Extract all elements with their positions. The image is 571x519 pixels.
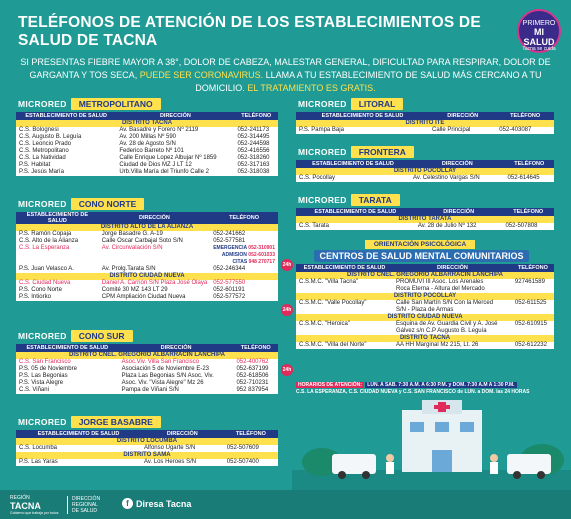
cell: C.S.M.C. "Heroica" — [296, 321, 393, 328]
person-body — [490, 462, 498, 474]
wheel — [537, 471, 545, 479]
horarios-info — [296, 382, 546, 396]
cono-norte-table — [16, 212, 278, 301]
metropolitano-table — [16, 112, 278, 176]
cell: Federico Barreto Nº 101 — [116, 148, 234, 155]
cell: Plaza Las Begonias S/N Asoc. Viv. — [119, 373, 234, 380]
cell: 052-241662 — [210, 231, 278, 238]
salud-mental-table — [296, 264, 554, 349]
hospital-illustration — [292, 400, 571, 490]
cell: 052-317163 — [234, 162, 278, 169]
cell: 052-507609 — [224, 445, 278, 452]
cell — [296, 307, 393, 314]
orientacion-psicologica-label: ORIENTACIÓN PSICOLÓGICA — [365, 240, 475, 249]
cell: 952 837954 — [233, 387, 278, 394]
horarios-label: HORARIOS DE ATENCIÓN: — [298, 382, 362, 388]
tagline: Gobierno que trabaja por todos — [10, 511, 59, 515]
district-row: DISTRITO SAMA — [16, 452, 278, 459]
cell: Esquina de Av. Guardia Civil y A. José — [393, 321, 512, 328]
cono-sur-table — [16, 344, 278, 394]
table-row — [16, 266, 278, 273]
cell: C.S. Tarata — [296, 223, 415, 230]
cell: P.S. Vista Alegre — [16, 380, 119, 387]
cell — [99, 259, 210, 266]
24h-badge: 24h — [281, 364, 293, 376]
district-row: DISTRITO LOCUMBA — [16, 438, 278, 445]
col-dir: DIRECCIÓN — [410, 160, 505, 168]
dir-line2: REGIONAL — [72, 502, 98, 508]
district-row: DISTRITO TARATA — [296, 216, 554, 223]
tacna-label: TACNA — [10, 501, 41, 511]
table-row — [296, 328, 554, 335]
tarata-table — [296, 208, 554, 230]
microred-name: CONO NORTE — [71, 198, 145, 210]
col-est: ESTABLECIMIENTO DE SALUD — [16, 112, 116, 120]
microred-jorge-basadre-header — [18, 416, 161, 428]
cell: CPM Ampliación Ciudad Nueva — [99, 294, 210, 301]
cell — [512, 286, 554, 293]
col-dir: DIRECCIÓN — [415, 208, 503, 216]
cell — [296, 328, 393, 335]
table-row — [16, 238, 278, 245]
cell: P.S. 05 de Noviembre — [16, 366, 119, 373]
cell: Av. 28 de Julio Nº 132 — [415, 223, 503, 230]
cell — [512, 328, 554, 335]
cell: Av. Basadre y Forero Nº 2119 — [116, 127, 234, 134]
frontera-table — [296, 160, 554, 182]
table-row — [16, 141, 278, 148]
cell: P.S. Juan Velasco A. — [16, 266, 99, 273]
window — [410, 422, 424, 432]
diresa-label — [67, 496, 100, 514]
cell: 052-577550 — [210, 280, 278, 287]
region-tacna-logo — [10, 495, 58, 515]
table-row — [296, 342, 554, 349]
col-est: ESTABLECIMIENTO DE SALUD — [16, 430, 141, 438]
cell: C.S. La Esperanza — [16, 245, 99, 252]
cell: P.S. Las Begonias — [16, 373, 119, 380]
microred-name: LITORAL — [351, 98, 404, 110]
cell: 052-611525 — [512, 300, 554, 307]
microred-metropolitano-header — [18, 98, 161, 110]
cell: Ciudad de Dios MZ J LT 12 — [116, 162, 234, 169]
cell: C.S. Ciudad Nueva — [16, 280, 99, 287]
cell — [210, 252, 278, 259]
cell: Roca Eterna - Altura del Mercado — [393, 286, 512, 293]
cell: 052-637199 — [233, 366, 278, 373]
microred-cono-sur-header — [18, 330, 133, 342]
cell: Comité 30 MZ 143 LT 29 — [99, 287, 210, 294]
table-row — [16, 366, 278, 373]
table-row — [16, 155, 278, 162]
cell: Calle San Martín S/N Con la Merced — [393, 300, 512, 307]
litoral-table — [296, 112, 554, 134]
cell: P.S. Pampa Baja — [296, 127, 429, 134]
microred-name: FRONTERA — [351, 146, 414, 158]
window — [435, 422, 449, 432]
door — [432, 450, 452, 472]
cell: Calle Enrique Lopez Albujar Nº 1859 — [116, 155, 234, 162]
jorge-basadre-table — [16, 430, 278, 466]
col-dir: DIRECCIÓN — [116, 112, 234, 120]
cell: C.S.M.C. "Valle Pocollay" — [296, 300, 393, 307]
cell: 052-318260 — [234, 155, 278, 162]
cross-icon — [434, 405, 450, 409]
cell: Asoc. Viv. "Vista Alegre" Mz 26 — [119, 380, 234, 387]
cell: C.S. San Francisco — [16, 359, 119, 366]
intro-part1: SI PRESENTAS FIEBRE MAYOR A 38°, DOLOR DE CABEZA, MALESTAR GENERAL, DIFICULTAD PARA RESPIRAR, DOLOR DE GARGANTA Y TOS SECA, — [20, 57, 551, 80]
citas-phone: 948 270717 — [248, 259, 275, 265]
cell: C.S. Locumba — [16, 445, 141, 452]
table-row — [296, 127, 554, 134]
cell: P.S. Cono Norte — [16, 287, 99, 294]
district-row: DISTRITO CNEL. GREGORIO ALBARRACÍN LANCHIPA — [296, 272, 554, 279]
dir-line3: DE SALUD — [72, 508, 98, 514]
table-row — [16, 387, 278, 394]
person-icon — [490, 454, 498, 462]
district-row: DISTRITO TACNA — [16, 120, 278, 127]
cell: Av. 28 de Agosto S/N — [116, 141, 234, 148]
wheel — [362, 471, 370, 479]
table-row — [16, 259, 278, 266]
emergencia-label: EMERGENCIA — [213, 245, 247, 251]
table-row — [16, 252, 278, 259]
24h-badge: 24h — [281, 259, 293, 271]
cell: Calle Principal — [429, 127, 496, 134]
cell: Asociación 5 de Noviembre E-23 — [119, 366, 234, 373]
cell: PROMUVI III Asoc. Los Arenales — [393, 279, 512, 286]
cell: 052-577581 — [210, 238, 278, 245]
intro-text — [8, 56, 563, 95]
table-row — [296, 286, 554, 293]
cell: C.S.M.C. "Villa del Norte" — [296, 342, 393, 349]
cell: Gálvez s/n C.P Augusto B. Leguía — [393, 328, 512, 335]
microred-label: MICRORED — [18, 99, 67, 109]
facebook-label: Diresa Tacna — [136, 498, 192, 509]
cell: C.S. Leoncio Prado — [16, 141, 116, 148]
cell: C.S. Bolognesi — [16, 127, 116, 134]
intro-part2: PUEDE SER CORONAVIRUS. — [139, 70, 264, 80]
cell — [16, 259, 99, 266]
table-row — [16, 127, 278, 134]
table-row — [16, 169, 278, 176]
microred-cono-norte-header — [18, 198, 144, 210]
cell: 052-507400 — [224, 459, 278, 466]
region-label: REGIÓN — [10, 495, 30, 501]
cell: 052-314495 — [234, 134, 278, 141]
cell: Calle Oscar Carbajal Soto S/N — [99, 238, 210, 245]
cell: Av. 200 Millas Nº 590 — [116, 134, 234, 141]
col-dir: DIRECCIÓN — [393, 264, 512, 272]
cell: AA HH Marginal Mz 215, Lt. 26 — [393, 342, 512, 349]
citas-label: CITAS — [232, 259, 248, 265]
microred-name: JORGE BASABRE — [71, 416, 161, 428]
cell: Jorge Basadre G. A-19 — [99, 231, 210, 238]
table-row — [16, 231, 278, 238]
col-tel: TELÉFONO — [234, 112, 278, 120]
microred-name: METROPOLITANO — [71, 98, 161, 110]
cell: Daniel A. Carrión S/N Plaza José Olaya — [99, 280, 210, 287]
cell: Urb.Villa María del Triunfo Calle 2 — [116, 169, 234, 176]
cell — [210, 259, 278, 266]
col-dir: DIRECCIÓN — [141, 430, 224, 438]
col-tel: TELÉFONO — [210, 212, 278, 224]
col-tel: TELÉFONO — [233, 344, 278, 352]
cell: 052-400762 — [233, 359, 278, 366]
microred-label: MICRORED — [298, 147, 347, 157]
cell: 052-614645 — [505, 175, 554, 182]
cell: Asoc.Viv. Villa San Francisco — [119, 359, 234, 366]
cell: Av. Los Heroes S/N — [141, 459, 224, 466]
cell — [210, 245, 278, 252]
cell: 052-610915 — [512, 321, 554, 328]
table-row — [296, 321, 554, 328]
cell: 052-416556 — [234, 148, 278, 155]
facebook-link[interactable] — [122, 498, 191, 509]
cell: P.S. Habitat — [16, 162, 116, 169]
admision-phone: 052-601033 — [248, 252, 275, 258]
col-est: ESTABLECIMIENTO DE SALUD — [296, 208, 415, 216]
cell — [296, 286, 393, 293]
window — [460, 422, 474, 432]
admision-label: ADMISION — [221, 252, 247, 258]
district-row: DISTRITO CIUDAD NUEVA — [16, 273, 278, 280]
district-row: DISTRITO POCOLLAY — [296, 168, 554, 175]
primero-mi-salud-logo — [517, 9, 561, 53]
cell: C.S. Pocollay — [296, 175, 410, 182]
cell: C.S. Viñani — [16, 387, 119, 394]
cell: 052-507808 — [502, 223, 554, 230]
table-row — [296, 279, 554, 286]
col-dir: DIRECCIÓN — [99, 212, 210, 224]
dir-line1: DIRECCIÓN — [72, 496, 101, 502]
cell: P.S. Las Yaras — [16, 459, 141, 466]
table-row — [16, 162, 278, 169]
col-tel: TELÉFONO — [505, 160, 554, 168]
cell: Alfonso Ugarte S/N — [141, 445, 224, 452]
cell: P.S. Jesús María — [16, 169, 116, 176]
col-est: ESTABLECIMIENTO DE SALUD — [296, 160, 410, 168]
microred-name: TARATA — [351, 194, 400, 206]
salud-mental-title: CENTROS DE SALUD MENTAL COMUNITARIOS — [314, 250, 529, 262]
col-tel: TELÉFONO — [502, 208, 554, 216]
cell: 052-612232 — [512, 342, 554, 349]
cell — [512, 307, 554, 314]
microred-tarata-header — [298, 194, 400, 206]
cell: C.S. Metropolitano — [16, 148, 116, 155]
cell: S/N - Plaza de Armas — [393, 307, 512, 314]
cell: 052-577572 — [210, 294, 278, 301]
cell: Av. Circunvalación S/N — [99, 245, 210, 252]
district-row: DISTRITO CNEL. GREGORIO ALBARRACÍN LANCHIPA — [16, 352, 278, 359]
ambulance-icon — [507, 454, 551, 474]
col-est: ESTABLECIMIENTO DE SALUD — [296, 264, 393, 272]
district-row: DISTRITO POCOLLAY — [296, 293, 554, 300]
ambulance-icon — [332, 454, 376, 474]
cell: P.S. Ramón Copaja — [16, 231, 99, 238]
intro-part3: LLAMA A TU ESTABLECIMIENTO DE SALUD MÁS CERCANO A TU DOMICILIO. — [195, 70, 542, 93]
table-row — [16, 445, 278, 452]
microred-frontera-header — [298, 146, 414, 158]
cell: 052-246344 — [210, 266, 278, 273]
cell: P.S. Intiorko — [16, 294, 99, 301]
table-row — [296, 175, 554, 182]
cell: 927461589 — [512, 279, 554, 286]
microred-name: CONO SUR — [71, 330, 133, 342]
table-row — [16, 294, 278, 301]
microred-litoral-header — [298, 98, 403, 110]
logo-line3: Tacna se cuida — [522, 46, 556, 53]
wheel — [338, 471, 346, 479]
cell: 052-241173 — [234, 127, 278, 134]
emergencia-phone: 052-310901 — [248, 245, 275, 251]
table-row — [16, 245, 278, 252]
cell: Pampa de Viñani S/N — [119, 387, 234, 394]
cell: 052-403087 — [496, 127, 554, 134]
microred-label: MICRORED — [18, 417, 67, 427]
cell: C.S. Alto de la Alianza — [16, 238, 99, 245]
wheel — [513, 471, 521, 479]
col-tel: TELÉFONO — [512, 264, 554, 272]
cell: 052-601191 — [210, 287, 278, 294]
table-row — [16, 148, 278, 155]
table-row — [296, 223, 554, 230]
district-row: DISTRITO ITE — [296, 120, 554, 127]
table-row — [16, 359, 278, 366]
footer — [0, 490, 571, 519]
col-dir: DIRECCIÓN — [119, 344, 234, 352]
microred-label: MICRORED — [298, 99, 347, 109]
district-row: DISTRITO ALTO DE LA ALIANZA — [16, 224, 278, 231]
table-row — [296, 307, 554, 314]
col-tel: TELÉFONO — [496, 112, 554, 120]
col-est: ESTABLECIMIENTO DE SALUD — [296, 112, 429, 120]
person-body — [386, 462, 394, 474]
intro-part4: EL TRATAMIENTO ES GRATIS. — [247, 83, 376, 93]
table-row — [16, 280, 278, 287]
microred-label: MICRORED — [18, 199, 67, 209]
cell: Av. Prolg.Tarata S/N — [99, 266, 210, 273]
col-est: ESTABLECIMIENTO DE SALUD — [16, 212, 99, 224]
table-row — [16, 380, 278, 387]
table-row — [16, 134, 278, 141]
col-dir: DIRECCIÓN — [429, 112, 496, 120]
cell: C.S. La Natividad — [16, 155, 116, 162]
cell: C.S. Augusto B. Leguía — [16, 134, 116, 141]
col-est: ESTABLECIMIENTO DE SALUD — [16, 344, 119, 352]
cell: 052-318038 — [234, 169, 278, 176]
table-row — [16, 373, 278, 380]
horarios-value: LUN. A SAB. 7:30 A.M. A 6:30 P.M. y DOM. 7:30 A.M A 1:30 P.M. — [367, 382, 515, 388]
24h-badge: 24h — [281, 304, 293, 316]
logo-line1: PRIMERO — [522, 20, 556, 27]
logo-line2: MI SALUD — [523, 26, 555, 47]
col-tel: TELÉFONO — [224, 430, 278, 438]
table-row — [296, 300, 554, 307]
table-row — [16, 287, 278, 294]
district-row: DISTRITO TACNA — [296, 335, 554, 342]
district-row: DISTRITO CIUDAD NUEVA — [296, 314, 554, 321]
cell: C.S.M.C. "Villa Tacna" — [296, 279, 393, 286]
horarios-note: C.S. LA ESPERANZA, C.S. CIUDAD NUEVA y C.S. SAN FRANCISCO de LUN. a DOM. las 24 HORAS — [296, 389, 530, 395]
table-row — [16, 459, 278, 466]
cell: 052-618506 — [233, 373, 278, 380]
cell — [99, 252, 210, 259]
cell — [16, 252, 99, 259]
cell: 052-710231 — [233, 380, 278, 387]
facebook-icon: f — [122, 498, 133, 509]
person-icon — [386, 454, 394, 462]
page-title: TELÉFONOS DE ATENCIÓN DE LOS ESTABLECIMIENTOS DE SALUD DE TACNA — [18, 14, 481, 49]
cell: 052-244598 — [234, 141, 278, 148]
microred-label: MICRORED — [298, 195, 347, 205]
microred-label: MICRORED — [18, 331, 67, 341]
cell: Av. Celestino Vargas S/N — [410, 175, 505, 182]
